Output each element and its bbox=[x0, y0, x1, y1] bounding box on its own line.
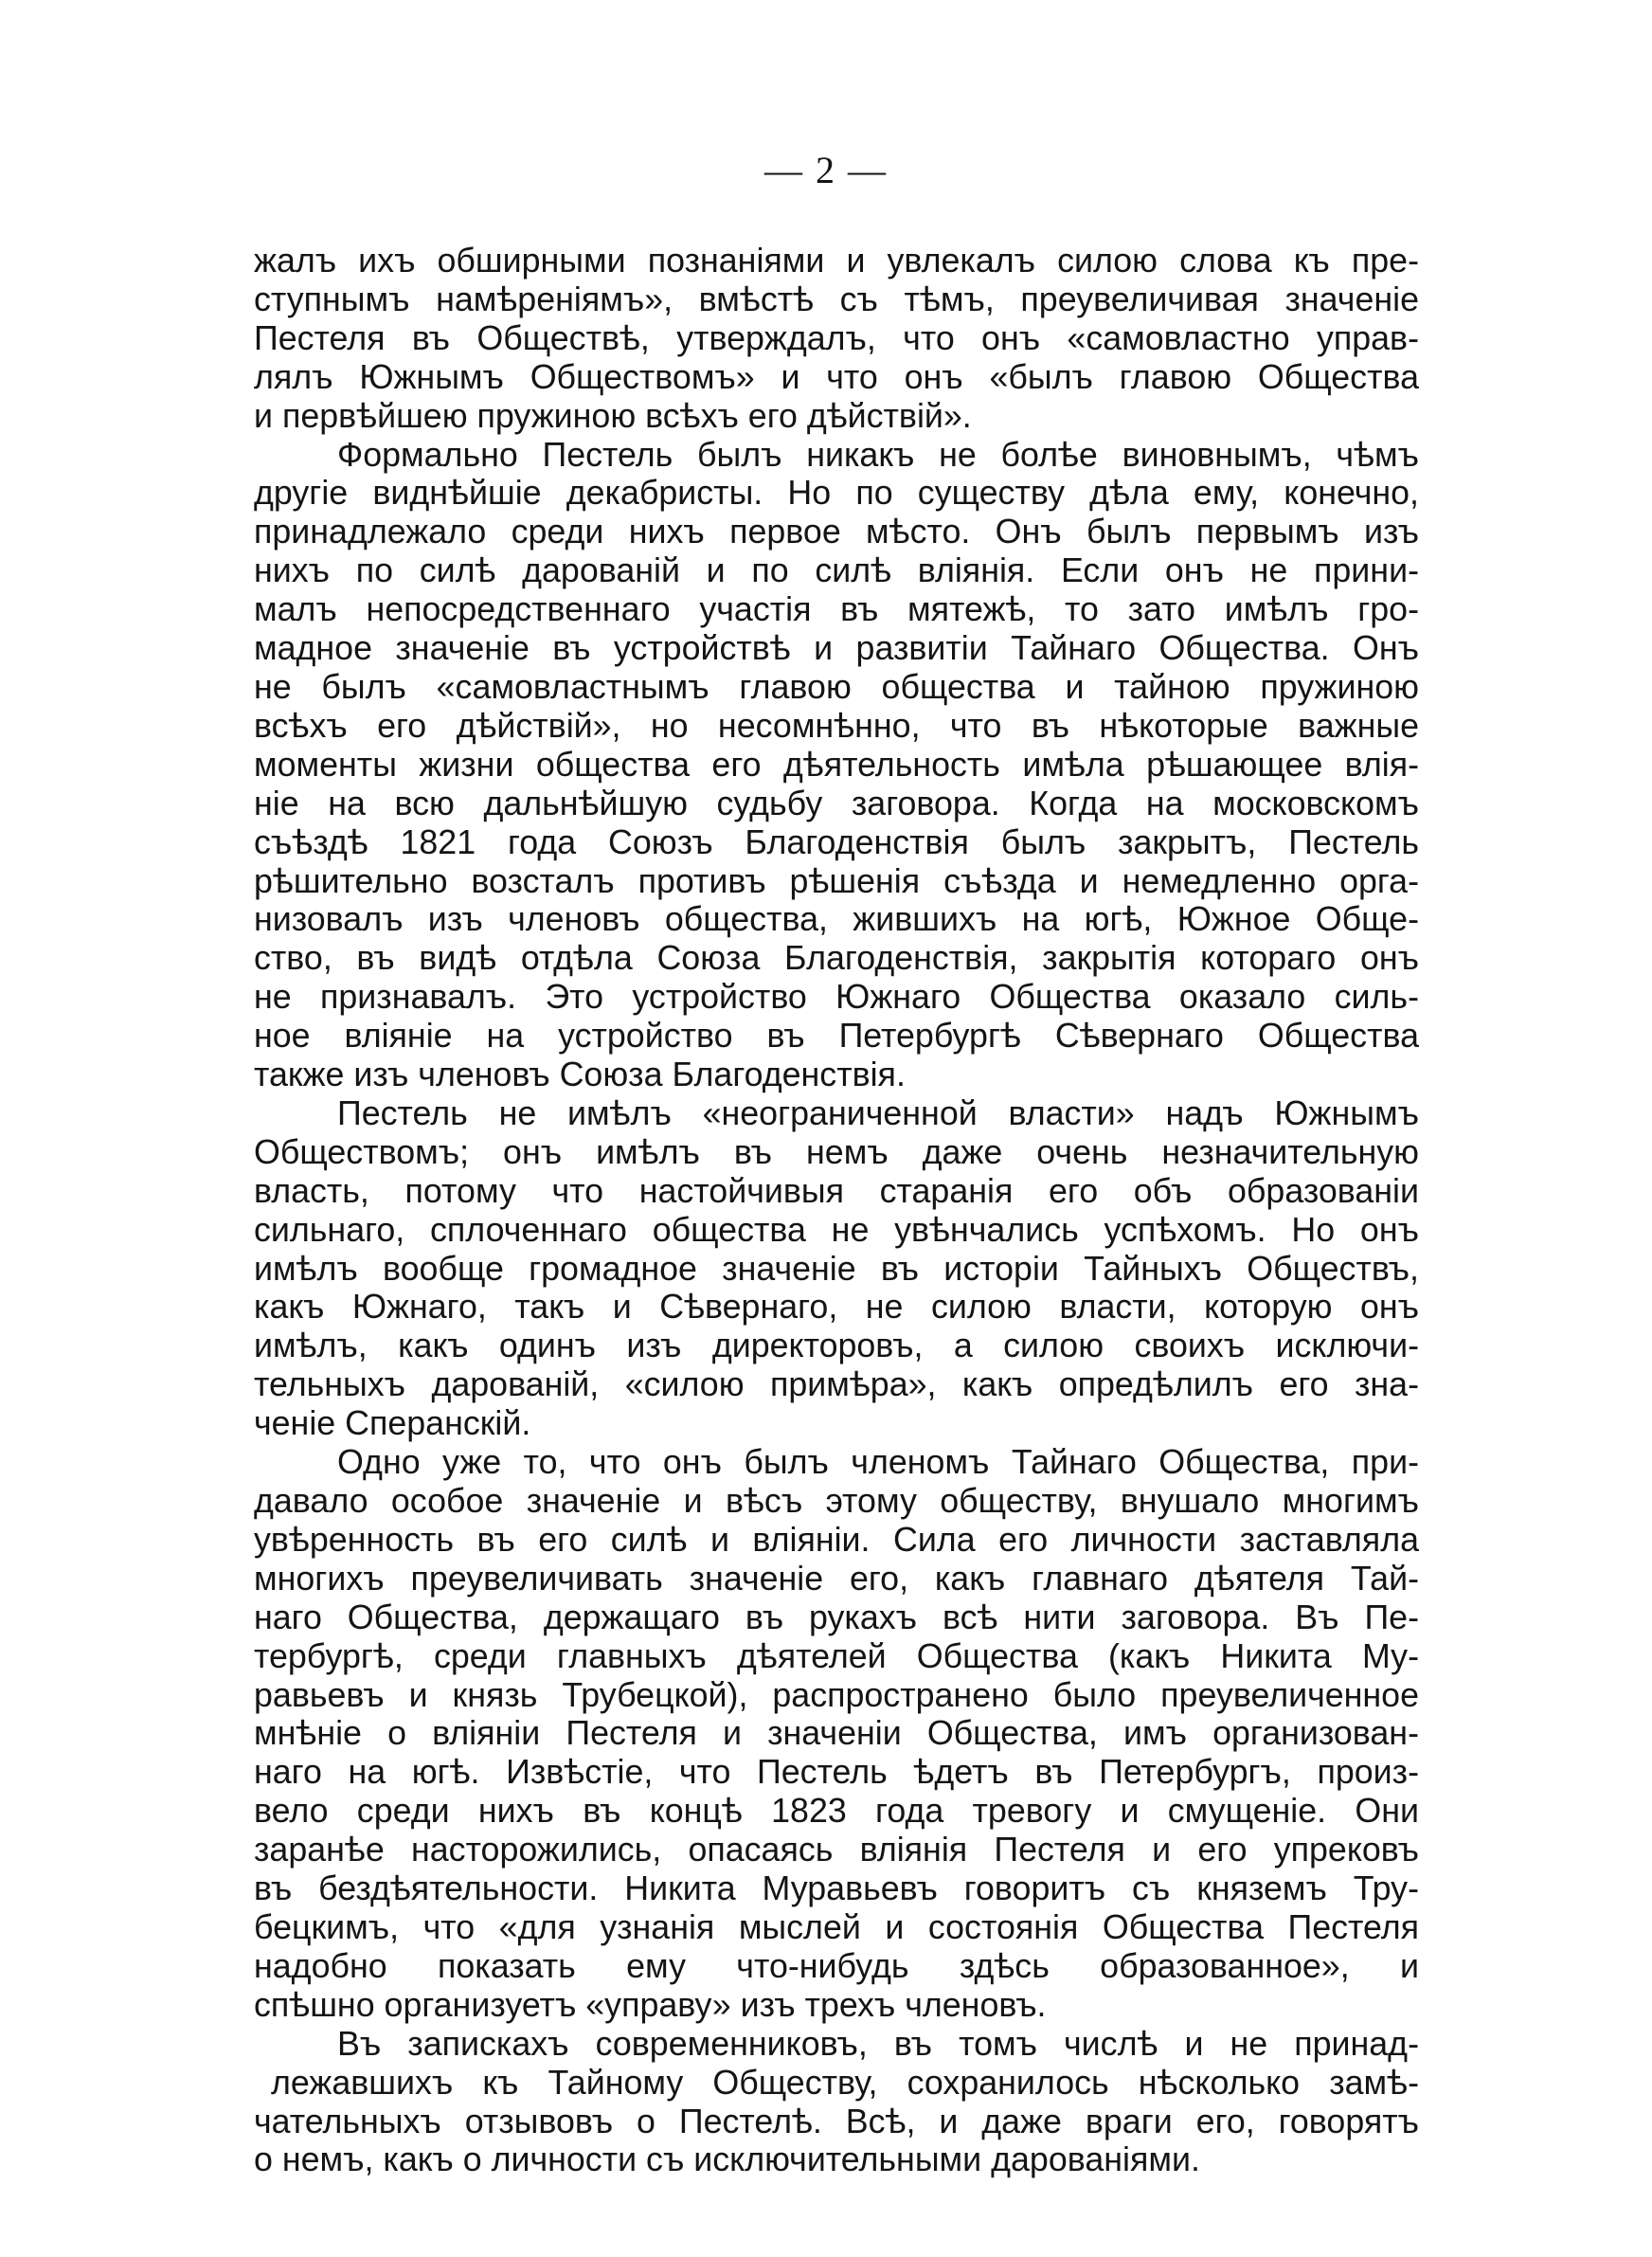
text-line: съѣздѣ 1821 года Союзъ Благоденствія былъ закрытъ, Пестель bbox=[254, 822, 1419, 861]
text-line: принадлежало среди нихъ первое мѣсто. Онъ былъ первымъ изъ bbox=[254, 513, 1419, 551]
text-line: и первѣйшею пружиною всѣхъ его дѣйствій». bbox=[254, 396, 972, 435]
text-line: рѣшительно возсталъ противъ рѣшенія съѣзда и немедленно орга- bbox=[254, 861, 1419, 900]
text-line: спѣшно организуетъ «управу» изъ трехъ членовъ. bbox=[254, 1985, 1047, 2024]
text-line: не былъ «самовластнымъ главою общества и тайною пружиною bbox=[254, 667, 1419, 706]
text-line: всѣхъ его дѣйствій», но несомнѣнно, что въ нѣкоторые важные bbox=[254, 706, 1419, 745]
text-line: надобно показать ему что-нибудь здѣсь образованное», и bbox=[254, 1946, 1419, 1985]
text-line: Пестеля въ Обществѣ, утверждалъ, что онъ «самовластно управ- bbox=[254, 318, 1419, 357]
text-line: другіе виднѣйшіе декабристы. Но по существу дѣла ему, конечно, bbox=[254, 474, 1419, 513]
text-line: лялъ Южнымъ Обществомъ» и что онъ «былъ главою Общества bbox=[254, 357, 1419, 396]
text-line: увѣренность въ его силѣ и вліяніи. Сила его личности заставляла bbox=[254, 1520, 1419, 1559]
text-line: имѣлъ, какъ одинъ изъ директоровъ, а силою своихъ исключи- bbox=[254, 1327, 1419, 1365]
text-line: не признавалъ. Это устройство Южнаго Общества оказало силь- bbox=[254, 978, 1419, 1017]
text-line: Въ запискахъ современниковъ, въ томъ числѣ и не принад- bbox=[337, 2024, 1419, 2063]
text-line: также изъ членовъ Союза Благоденствія. bbox=[254, 1056, 906, 1094]
paragraph bbox=[254, 1094, 1419, 1443]
text-line: власть, потому что настойчивыя старанія его объ образованіи bbox=[254, 1171, 1419, 1210]
text-line: мнѣніе о вліяніи Пестеля и значеніи Общества, имъ организован- bbox=[254, 1714, 1419, 1753]
text-line: ступнымъ намѣреніямъ», вмѣстѣ съ тѣмъ, преувеличивая значеніе bbox=[254, 280, 1419, 318]
paragraph bbox=[254, 1443, 1419, 2025]
text-line: бецкимъ, что «для узнанія мыслей и состоянія Общества Пестеля bbox=[254, 1907, 1419, 1946]
text-line: въ бездѣятельности. Никита Муравьевъ говоритъ съ княземъ Тру- bbox=[254, 1869, 1419, 1908]
paragraph bbox=[254, 436, 1419, 1094]
text-line: заранѣе насторожились, опасаясь вліянія Пестеля и его упрековъ bbox=[254, 1831, 1419, 1869]
text-line: имѣлъ вообще громадное значеніе въ исторіи Тайныхъ Обществъ, bbox=[254, 1249, 1419, 1288]
text-line: ченіе Сперанскій. bbox=[254, 1404, 531, 1443]
text-line: равьевъ и князь Трубецкой), распространено было преувеличенное bbox=[254, 1675, 1419, 1714]
text-line: давало особое значеніе и вѣсъ этому обществу, внушало многимъ bbox=[254, 1482, 1419, 1520]
text-line: наго Общества, держащаго въ рукахъ всѣ нити заговора. Въ Пе- bbox=[254, 1598, 1419, 1636]
text-line: Пестель не имѣлъ «неограниченной власти» надъ Южнымъ bbox=[337, 1093, 1419, 1132]
text-line: мадное значеніе въ устройствѣ и развитіи Тайнаго Общества. Онъ bbox=[254, 629, 1419, 668]
text-line: Одно уже то, что онъ былъ членомъ Тайнаго Общества, при- bbox=[337, 1443, 1419, 1482]
text-line: сильнаго, сплоченнаго общества не увѣнчались успѣхомъ. Но онъ bbox=[254, 1210, 1419, 1249]
text-line: лежавшихъ къ Тайному Обществу, сохранилось нѣсколько замѣ- bbox=[271, 2063, 1419, 2102]
text-line: Формально Пестель былъ никакъ не болѣе виновнымъ, чѣмъ bbox=[337, 435, 1419, 474]
text-line: чательныхъ отзывовъ о Пестелѣ. Всѣ, и даже враги его, говорятъ bbox=[254, 2102, 1419, 2140]
text-line: тельныхъ дарованій, «силою примѣра», какъ опредѣлилъ его зна- bbox=[254, 1365, 1419, 1404]
text-line: низовалъ изъ членовъ общества, жившихъ на югѣ, Южное Обще- bbox=[254, 900, 1419, 939]
text-line: ство, въ видѣ отдѣла Союза Благоденствія, закрытія котораго онъ bbox=[254, 939, 1419, 978]
text-line: вело среди нихъ въ концѣ 1823 года тревогу и смущеніе. Они bbox=[254, 1792, 1419, 1831]
paragraph bbox=[254, 242, 1419, 436]
text-line: ніе на всю дальнѣйшую судьбу заговора. Когда на московскомъ bbox=[254, 784, 1419, 822]
text-line: ное вліяніе на устройство въ Петербургѣ Сѣвернаго Общества bbox=[254, 1017, 1419, 1056]
paragraph bbox=[254, 2025, 1419, 2180]
text-line: о немъ, какъ о личности съ исключительными дарованіями. bbox=[254, 2140, 1200, 2179]
text-line: жалъ ихъ обширными познаніями и увлекалъ силою слова къ пре- bbox=[254, 242, 1419, 280]
text-line: нихъ по силѣ дарованій и по силѣ вліянія. Если онъ не прини- bbox=[254, 551, 1419, 590]
text-line: многихъ преувеличивать значеніе его, какъ главнаго дѣятеля Тай- bbox=[254, 1559, 1419, 1598]
text-line: малъ непосредственнаго участія въ мятежѣ, то зато имѣлъ гро- bbox=[254, 590, 1419, 629]
document-body bbox=[254, 242, 1419, 2179]
page-number: — 2 — bbox=[764, 149, 888, 191]
text-line: какъ Южнаго, такъ и Сѣвернаго, не силою власти, которую онъ bbox=[254, 1288, 1419, 1327]
text-line: наго на югѣ. Извѣстіе, что Пестель ѣдетъ въ Петербургъ, произ- bbox=[254, 1753, 1419, 1792]
text-line: тербургѣ, среди главныхъ дѣятелей Общества (какъ Никита Му- bbox=[254, 1636, 1419, 1675]
text-line: Обществомъ; онъ имѣлъ въ немъ даже очень незначительную bbox=[254, 1132, 1419, 1171]
text-line: моменты жизни общества его дѣятельность имѣла рѣшающее влія- bbox=[254, 745, 1419, 784]
